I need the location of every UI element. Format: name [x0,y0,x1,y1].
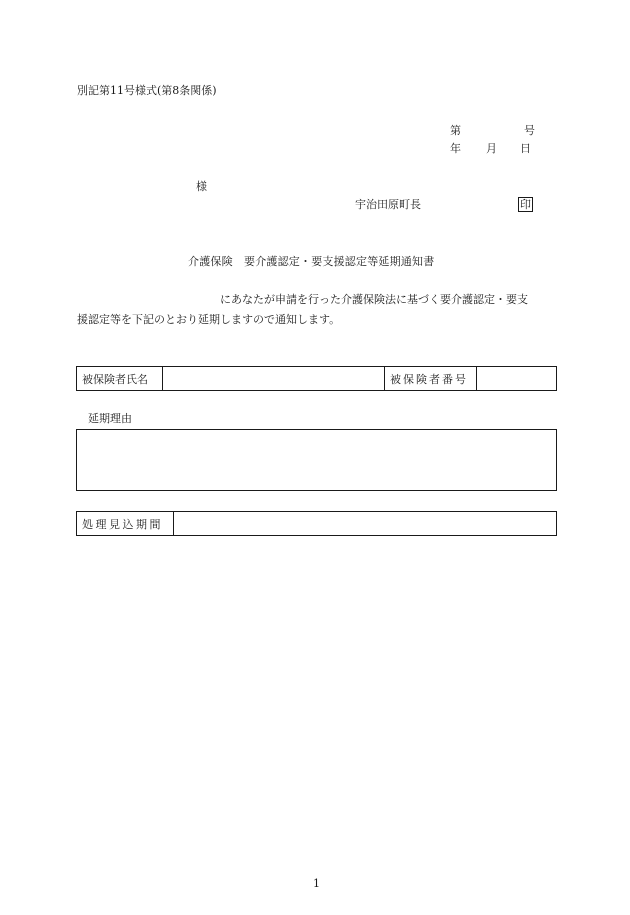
form-id: 別記第11号様式(第8条関係) [77,84,217,97]
reason-field[interactable] [76,429,557,491]
date-line [450,142,531,156]
document-title: 介護保険 要介護認定・要支援認定等延期通知書 [188,255,435,268]
issuer-name: 宇治田原町長 [355,198,421,211]
document-number-line [450,124,535,138]
addressee-honorific: 様 [196,180,207,193]
insured-name-label: 被保険者氏名 [82,372,148,386]
insured-number-field[interactable] [476,367,557,390]
doc-number-prefix: 第 [450,124,461,137]
seal-mark: 印 [520,198,531,211]
doc-number-suffix: 号 [524,124,535,137]
year-label: 年 [450,142,461,155]
reason-label: 延期理由 [88,412,132,425]
schedule-field[interactable] [173,512,557,535]
month-label: 月 [486,142,497,155]
schedule-label: 処理見込期間 [82,517,163,531]
insured-number-label: 被保険者番号 [384,367,477,390]
page-number: 1 [313,877,320,890]
body-text-line-2: 援認定等を下記のとおり延期しますので通知します。 [77,313,341,326]
schedule-table [76,511,557,536]
insured-info-table [76,366,557,391]
day-label: 日 [520,142,531,155]
body-text-line-1: にあなたが申請を行った介護保険法に基づく要介護認定・要支 [220,293,528,306]
